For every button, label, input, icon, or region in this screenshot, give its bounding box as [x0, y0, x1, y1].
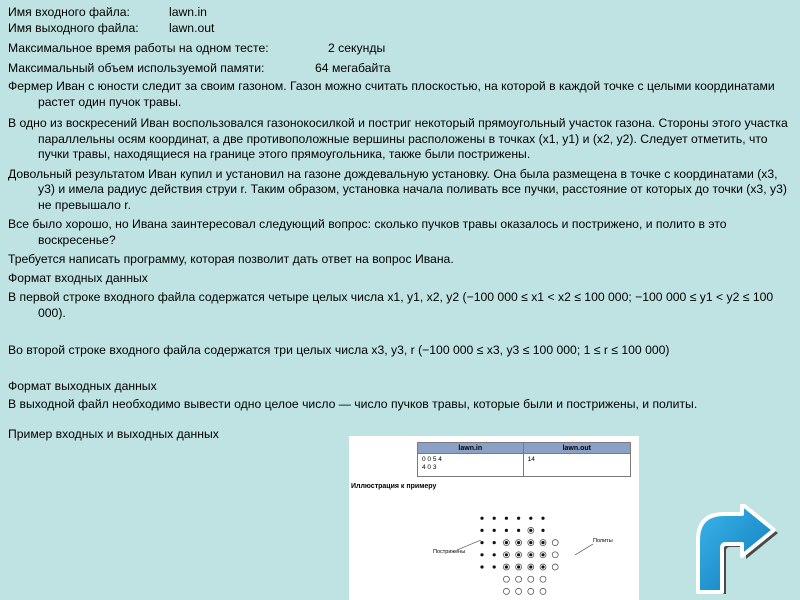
cut-dot	[505, 553, 508, 556]
statement-paragraph-2: В одно из воскресений Иван воспользовался газонокосилкой и постриг некоторый прямоугольный участок газона. Стороны этого участка параллельны осям координат, а две противоположные вершины расположены в точках (x1, y1) и (x2, y2). Следует отметить, что пучки травы, находящиеся на границе этого прямоугольника, также были пострижены.	[8, 116, 788, 161]
watered-dot	[528, 588, 534, 594]
cut-dot	[517, 517, 520, 520]
watered-dot	[552, 540, 558, 546]
watered-dot	[552, 564, 558, 570]
output-file-value: lawn.out	[169, 21, 215, 35]
output-format-title: Формат выходных данных	[8, 378, 157, 393]
cut-dot	[529, 565, 532, 568]
cut-dot	[505, 565, 508, 568]
watered-dot	[552, 552, 558, 558]
cut-dot	[505, 529, 508, 532]
time-limit-row	[8, 40, 793, 56]
example-illustration	[349, 436, 639, 600]
memory-limit-label: Максимальный объем используемой памяти:	[8, 61, 265, 75]
example-input-line-2: 4 0 3	[422, 464, 437, 471]
input-file-label: Имя входного файла:	[8, 5, 130, 19]
cut-dot	[517, 529, 520, 532]
cut-dot	[529, 529, 532, 532]
cut-dot	[493, 517, 496, 520]
cut-dot	[529, 553, 532, 556]
statement-paragraph-5: Требуется написать программу, которая позволит дать ответ на вопрос Ивана.	[8, 252, 454, 266]
cut-dot	[541, 541, 544, 544]
example-output-cell: 14	[523, 454, 630, 477]
illustration-caption: Иллюстрация к примеру	[351, 483, 437, 490]
cut-dot	[529, 517, 532, 520]
cut-dot	[480, 541, 483, 544]
example-col-in: lawn.in	[418, 443, 524, 454]
cut-dot	[541, 529, 544, 532]
output-file-row	[8, 20, 793, 36]
cut-dot	[517, 553, 520, 556]
cut-dot	[529, 541, 532, 544]
output-file-label: Имя выходного файла:	[8, 21, 139, 35]
cut-dot	[493, 529, 496, 532]
watered-dot	[516, 588, 522, 594]
example-col-out: lawn.out	[523, 443, 630, 454]
label-pointer-watered	[575, 544, 593, 555]
watered-dot	[503, 588, 509, 594]
watered-dot	[503, 576, 509, 582]
input-file-row	[8, 4, 793, 20]
cut-dot	[541, 517, 544, 520]
output-format-text: В выходной файл необходимо вывести одно целое число — число пучков травы, которые были и пострижены, и политы.	[8, 397, 698, 411]
input-format-title: Формат входных данных	[8, 270, 148, 285]
time-limit-label: Максимальное время работы на одном тесте:	[8, 41, 269, 55]
slide-content	[8, 4, 793, 442]
cut-dot	[505, 517, 508, 520]
statement-paragraph-4: Все было хорошо, но Ивана заинтересовал следующий вопрос: сколько пучков травы оказалось и пострижено, и полито в это воскресенье?	[8, 217, 727, 247]
cut-dot	[541, 553, 544, 556]
cut-dot	[493, 553, 496, 556]
statement-paragraph-3: Довольный результатом Иван купил и установил на газоне дождевальную установку. Она была размещена в точке с координатами (x3, y3) и имела радиус действия струи r. Таким образом, установка начала поливать все пучки, расстояние от которых до точки (x3, y3) не превышало r.	[8, 166, 787, 212]
statement-paragraph-1: Фермер Иван с юности следит за своим газоном. Газон можно считать плоскостью, на которой в каждой точке с целыми координатами растет один пучок травы.	[8, 79, 775, 109]
cut-dot	[517, 565, 520, 568]
watered-dot	[516, 576, 522, 582]
watered-dot	[528, 576, 534, 582]
cut-dot	[493, 541, 496, 544]
input-format-line-2: Во второй строке входного файла содержатся три целых числа x3, y3, r (−100 000 ≤ x3, y3 ≤ 100 000; 1 ≤ r ≤ 100 000)	[8, 343, 670, 357]
cut-dot	[505, 541, 508, 544]
memory-limit-value: 64 мегабайта	[315, 61, 391, 75]
label-watered: Политы	[593, 538, 613, 544]
cut-dot	[480, 529, 483, 532]
watered-dot	[540, 576, 546, 582]
example-title: Пример входных и выходных данных	[8, 426, 219, 441]
example-input-line-1: 0 0 5 4	[422, 456, 442, 463]
cut-dot	[480, 565, 483, 568]
cut-dot	[493, 565, 496, 568]
cut-dot	[517, 541, 520, 544]
grass-grid-diagram	[349, 436, 639, 600]
return-arrow-icon[interactable]	[684, 504, 784, 594]
time-limit-value: 2 секунды	[328, 41, 386, 55]
watered-dot	[540, 588, 546, 594]
cut-dot	[480, 517, 483, 520]
memory-limit-row	[8, 60, 793, 76]
input-format-line-1: В первой строке входного файла содержатся четыре целых числа x1, y1, x2, y2 (−100 000 ≤ x1 < x2 ≤ 100 000; −100 000 ≤ y1 < y2 ≤ 100 000).	[8, 290, 774, 320]
label-cut: Пострижены	[433, 549, 466, 555]
cut-dot	[480, 553, 483, 556]
cut-dot	[541, 565, 544, 568]
input-file-value: lawn.in	[169, 5, 207, 19]
